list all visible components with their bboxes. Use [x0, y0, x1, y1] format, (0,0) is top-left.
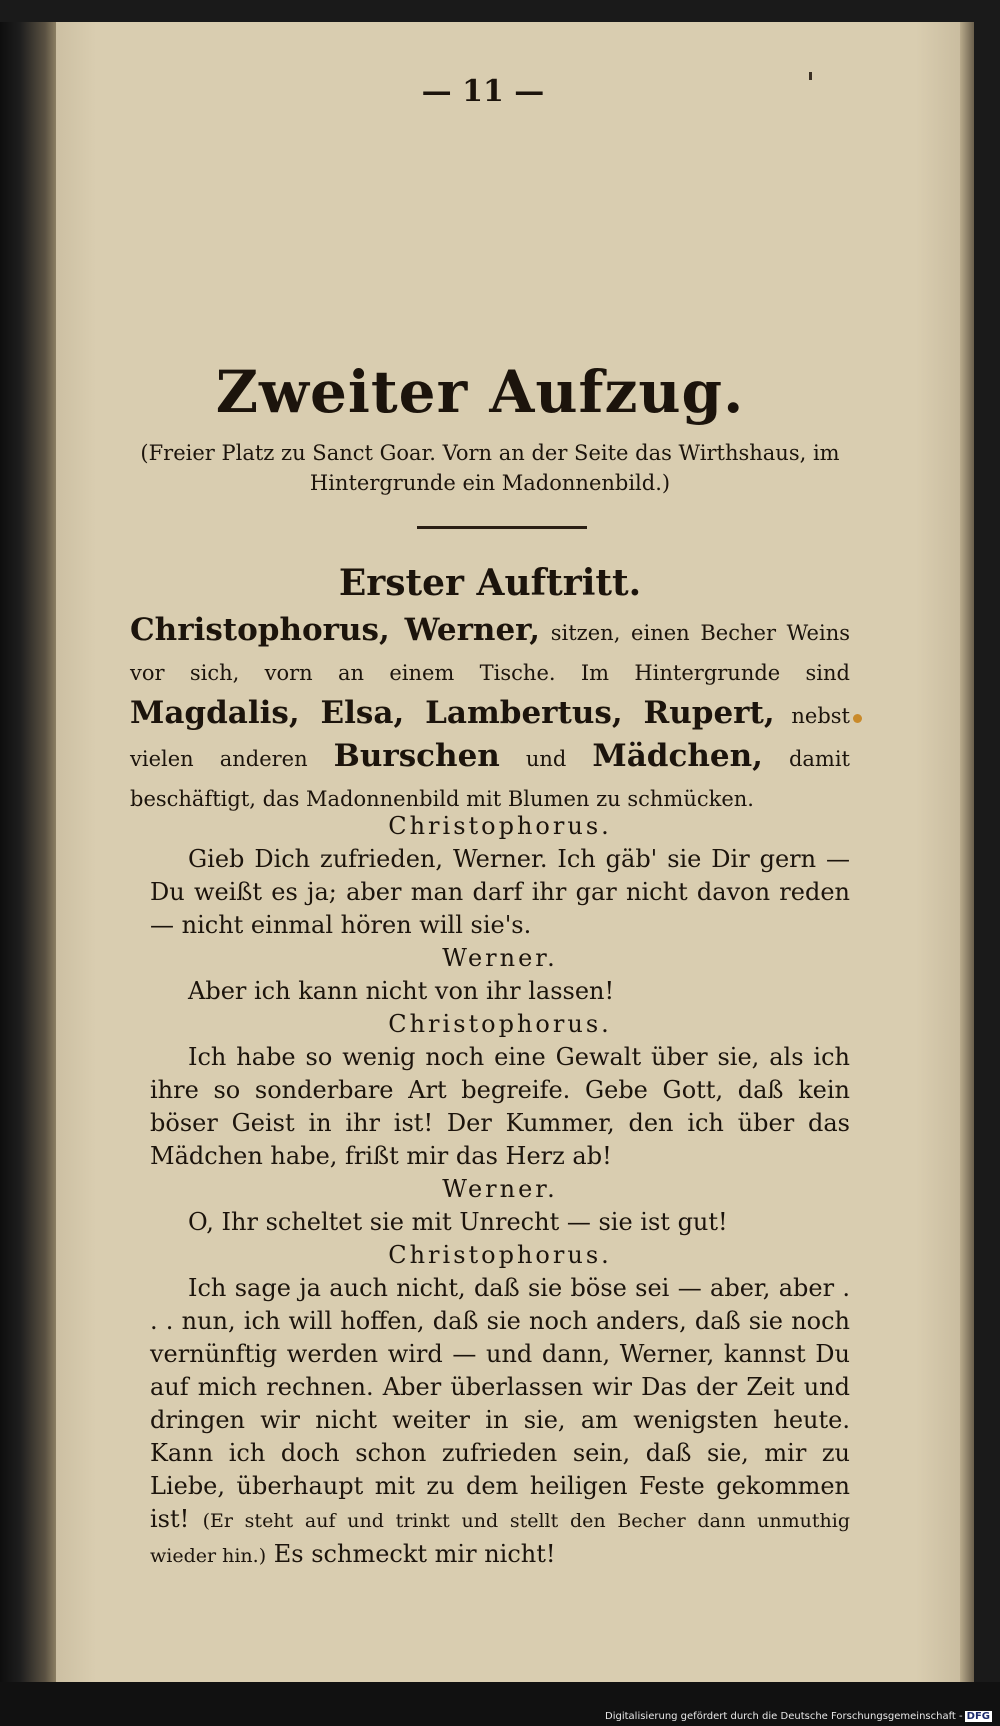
intro-text: damit beschäftigt, das Madonnenbild mit Blumen zu schmücken. — [130, 747, 850, 811]
intro-text: nebst vielen anderen — [130, 704, 850, 771]
character-names: Magdalis, Elsa, Lambertus, Rupert, — [130, 695, 775, 731]
stage-direction: (Er steht auf und trinkt und stellt den Becher dann unmuthig wieder hin.) — [150, 1510, 850, 1567]
character-names: Burschen — [333, 738, 500, 774]
speech: Ich habe so wenig noch eine Gewalt über sie, als ich ihre so sonderbare Art begreife. Gebe Gott, daß kein böser Geist in ihr ist! Der Kummer, den ich über das Mädchen habe, frißt mir das Herz ab! — [150, 1043, 850, 1170]
character-names: Christophorus, Werner, — [130, 612, 541, 648]
speech: Aber ich kann nicht von ihr lassen! — [188, 977, 615, 1005]
speaker-name: Christophorus. — [388, 812, 612, 840]
speech-text: Ich sage ja auch nicht, daß sie böse sei — aber, aber . . . nun, ich will hoffen, daß sie noch anders, daß sie noch vernünftig werden wird — und dann, Werner, kannst Du auf mich rechnen. Aber überlassen wir Das der Zeit und dringen wir nicht weiter in sie, am wenigsten heute. Kann ich doch schon zufrieden sein, daß sie, mir zu Liebe, überhaupt mit zu dem heiligen Feste gekommen ist! — [150, 1274, 850, 1533]
speech-text: Es schmeckt mir nicht! — [273, 1540, 556, 1568]
dfg-logo: DFG — [966, 1711, 990, 1722]
dialogue — [150, 810, 850, 1573]
ink-mark — [809, 72, 812, 80]
speaker-name: Werner. — [442, 944, 558, 972]
speaker-name: Christophorus. — [388, 1241, 612, 1269]
character-names: Mädchen, — [592, 738, 763, 774]
speech — [150, 1272, 850, 1573]
credit-text: Digitalisierung gefördert durch die Deutsche Forschungsgemeinschaft - — [605, 1711, 963, 1722]
colour-marker — [853, 714, 862, 723]
act-title: Zweiter Aufzug. — [215, 358, 745, 426]
scene-introduction — [130, 610, 850, 819]
speech: Gieb Dich zufrieden, Werner. Ich gäb' sie Dir gern — Du weißt es ja; aber man darf ihr gar nicht davon reden — nicht einmal hören will sie's. — [150, 845, 850, 939]
page-number: — 11 — — [421, 74, 545, 109]
speaker-name: Werner. — [442, 1175, 558, 1203]
intro-text: und — [499, 747, 593, 771]
digitization-credit — [605, 1711, 992, 1722]
act-stage-direction: (Freier Platz zu Sanct Goar. Vorn an der Seite das Wirthshaus, im Hintergrunde ein Madonnenbild.) — [140, 441, 840, 495]
footer-bar — [0, 1682, 1000, 1726]
speech: O, Ihr scheltet sie mit Unrecht — sie ist gut! — [188, 1208, 728, 1236]
speaker-name: Christophorus. — [388, 1010, 612, 1038]
intro-text: sitzen, einen Becher Weins vor sich, vorn an einem Tische. Im Hintergrunde sind — [130, 621, 850, 685]
page-edge — [960, 22, 974, 1682]
scene-title: Erster Auftritt. — [338, 562, 642, 604]
book-spine-shadow — [0, 22, 56, 1682]
divider — [417, 526, 587, 529]
